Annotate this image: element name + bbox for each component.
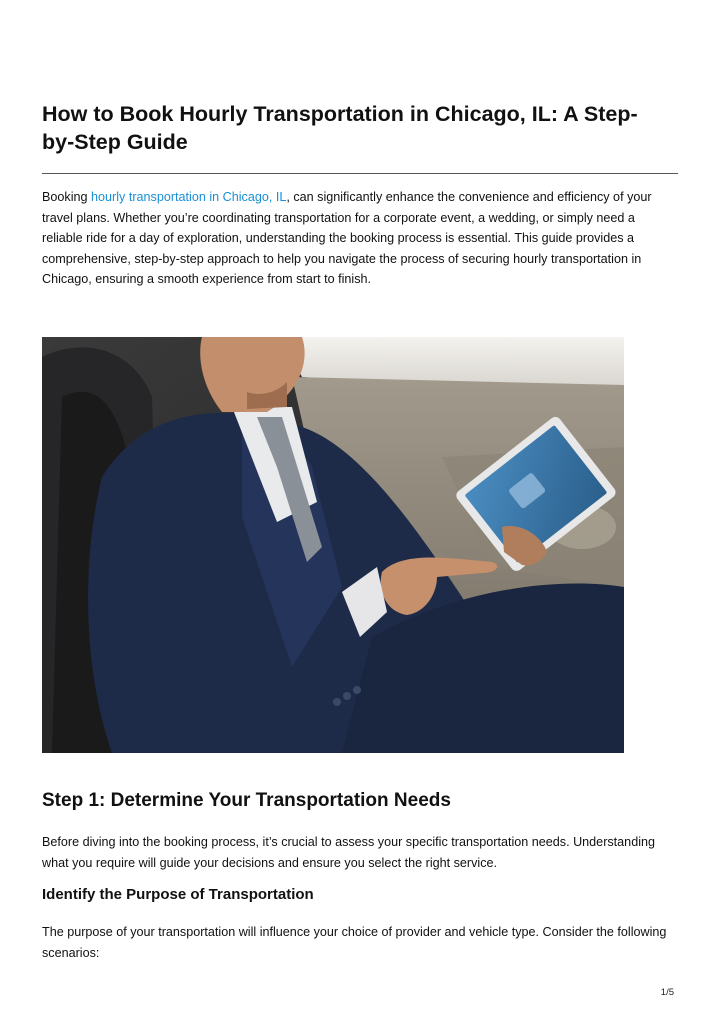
purpose-paragraph: The purpose of your transportation will influence your choice of provider and vehicle type. Consider the following scenarios: <box>42 925 667 960</box>
photo-illustration <box>42 337 624 753</box>
page-number: 1/5 <box>660 987 674 998</box>
intro-paragraph <box>42 187 678 290</box>
purpose-subheading: Identify the Purpose of Transportation <box>42 886 314 903</box>
step1-heading: Step 1: Determine Your Transportation Needs <box>42 790 451 811</box>
step1-paragraph: Before diving into the booking process, it’s crucial to assess your specific transportation needs. Understanding what you require will guide your decisions and ensure you select the right service. <box>42 835 655 870</box>
businessman-tablet-photo <box>42 337 624 753</box>
page-title: How to Book Hourly Transportation in Chicago, IL: A Step-by-Step Guide <box>42 102 638 154</box>
intro-text-rest: , can significantly enhance the convenience and efficiency of your travel plans. Whether you’re coordinating transportation for a corporate event, a wedding, or simply need a reliable ride for a day of exploration, understanding the booking process is essential. This guide provides a comprehensive, step-by-step approach to help you navigate the process of securing hourly transportation in Chicago, ensuring a smooth experience from start to finish. <box>42 190 652 286</box>
intro-text-start: Booking <box>42 190 92 204</box>
hourly-transportation-link[interactable]: hourly transportation in Chicago, IL <box>91 190 287 204</box>
title-divider <box>42 173 678 174</box>
